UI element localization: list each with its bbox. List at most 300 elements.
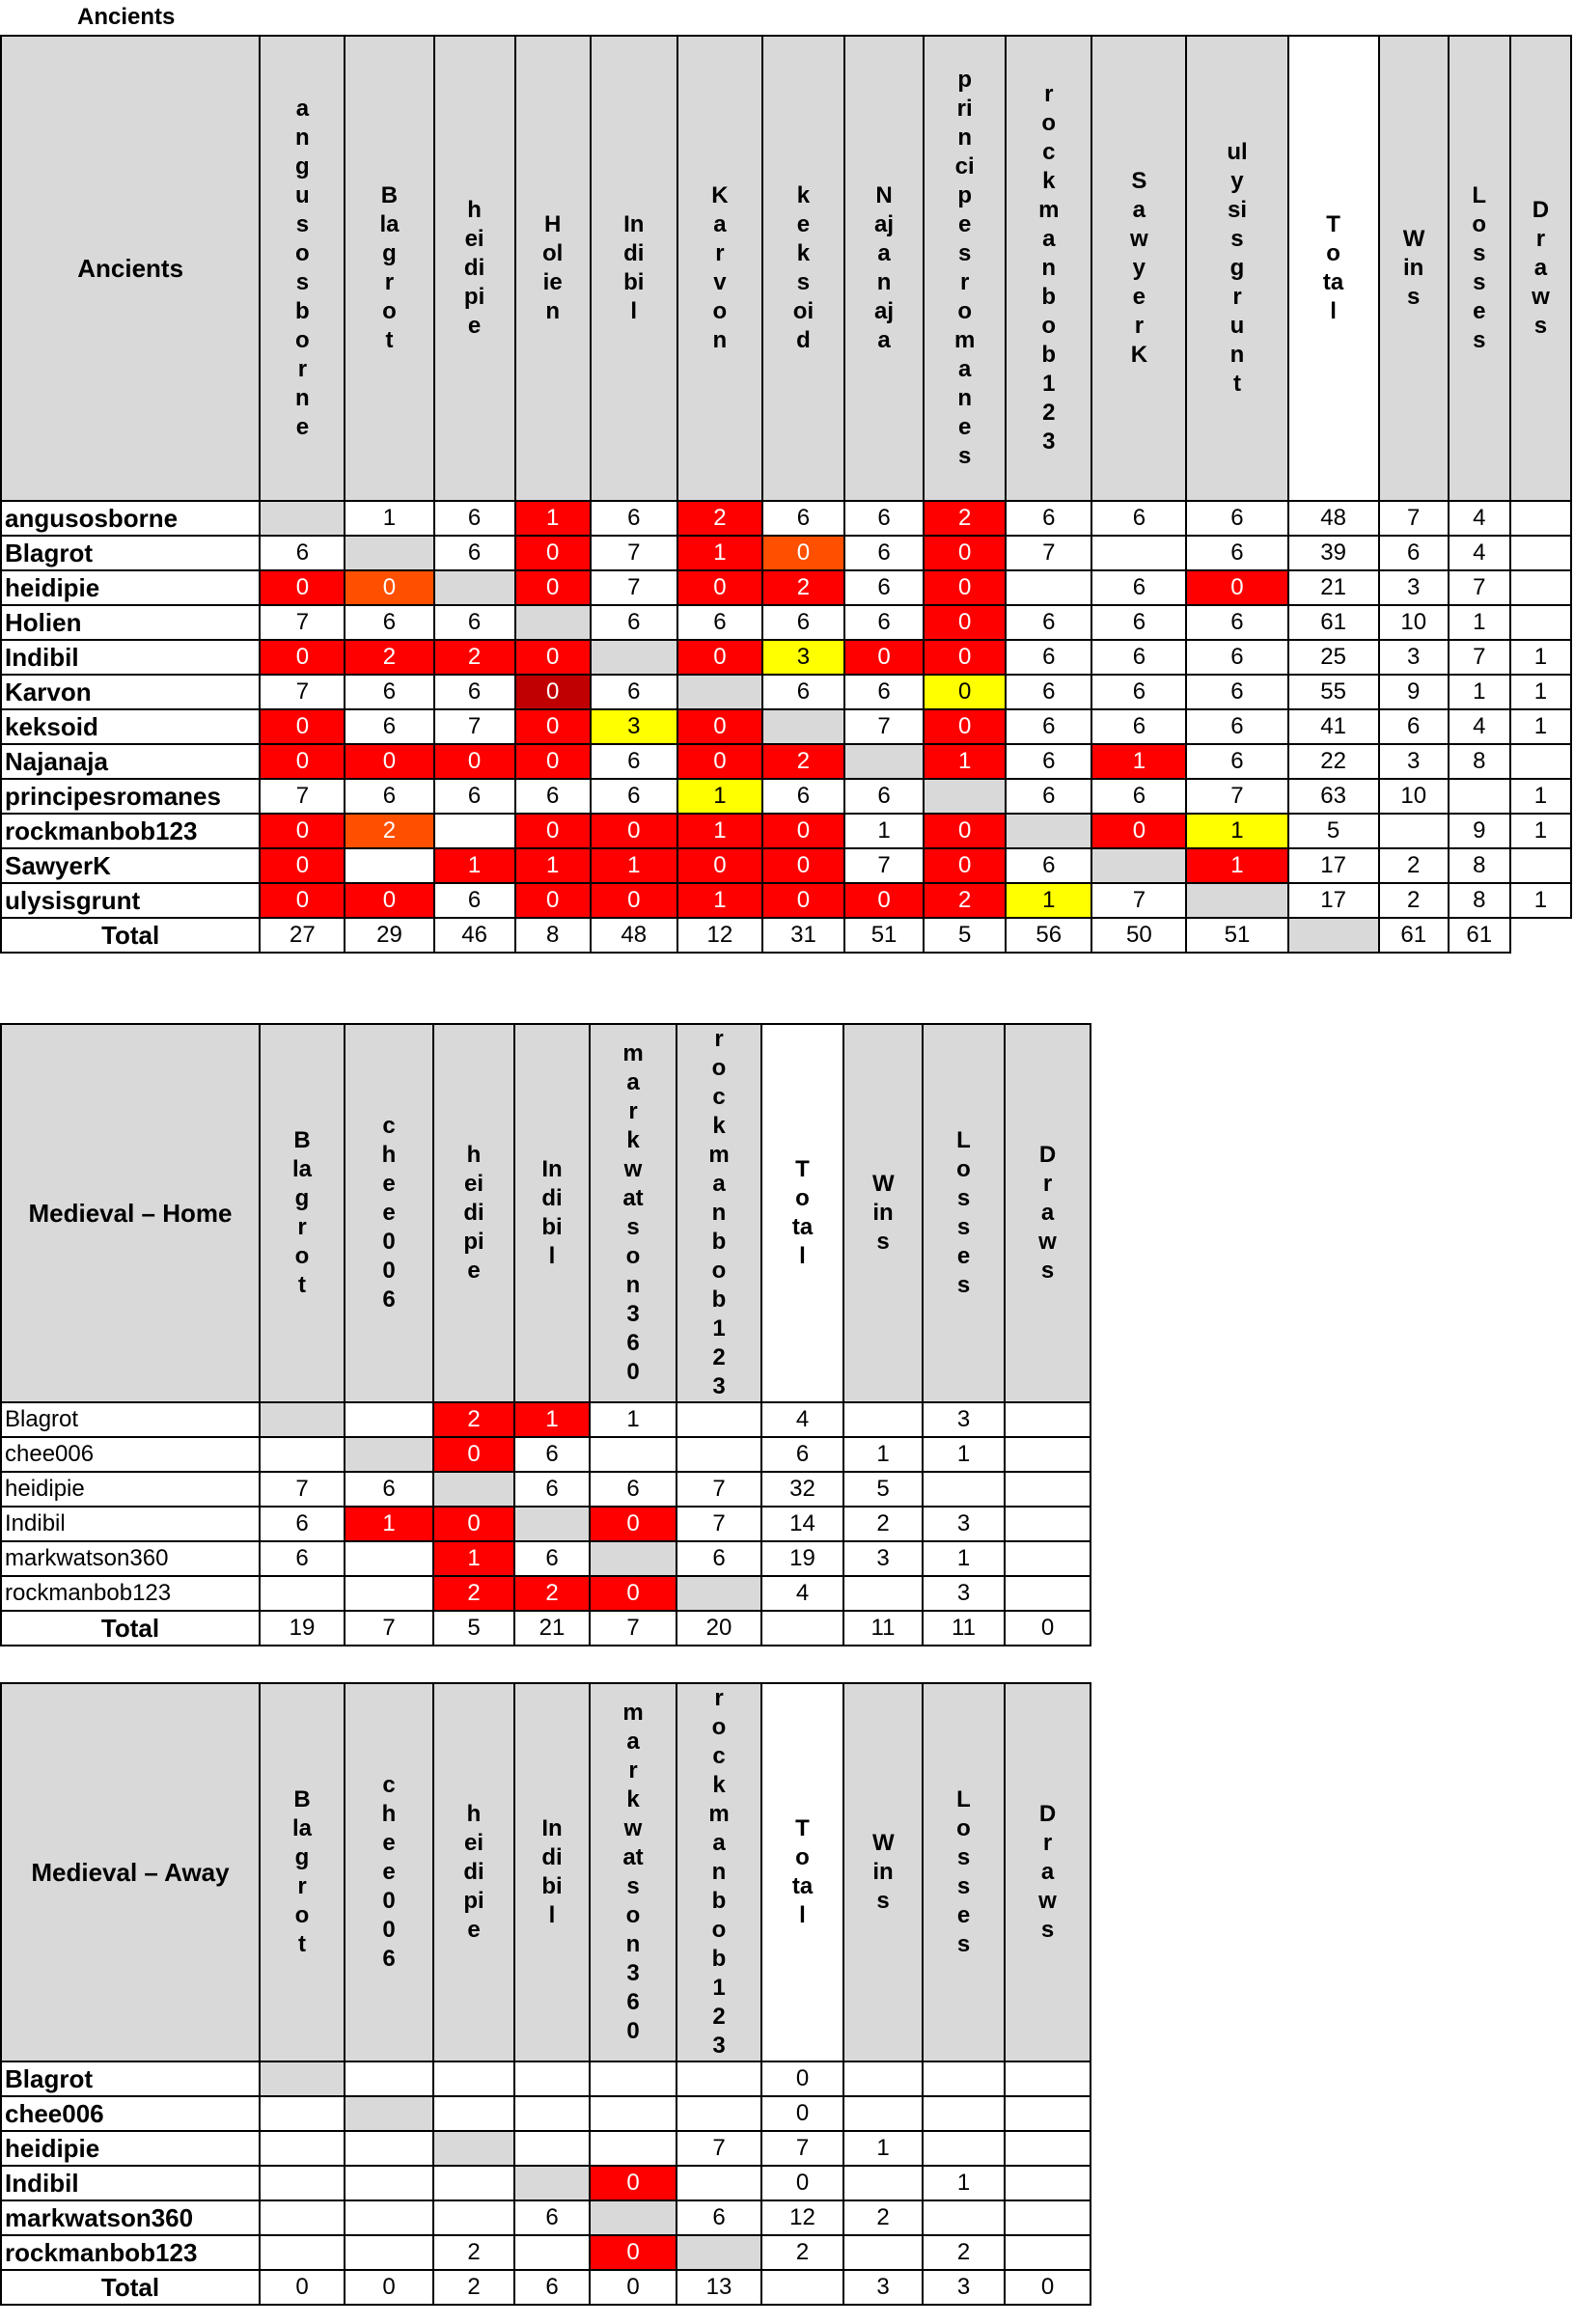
score-cell: 6 <box>260 1507 345 1541</box>
score-cell <box>1005 2096 1091 2131</box>
total-cell: 11 <box>923 1611 1005 1646</box>
score-cell <box>1510 744 1571 779</box>
score-cell: 0 <box>1091 814 1186 848</box>
score-cell: 7 <box>434 709 515 744</box>
score-cell: 61 <box>1288 605 1379 640</box>
score-cell: 6 <box>677 2200 761 2235</box>
score-cell <box>1379 814 1449 848</box>
row-label: Najanaja <box>1 744 260 779</box>
column-header-draws <box>1510 36 1571 501</box>
score-cell: 7 <box>1449 640 1510 675</box>
score-cell: 5 <box>843 1472 923 1507</box>
total-cell: 5 <box>433 1611 514 1646</box>
score-cell: 1 <box>677 779 762 814</box>
column-header-label: Blagrot <box>291 1786 312 1957</box>
score-cell: 0 <box>762 536 844 570</box>
row-label: Indibil <box>1 640 260 675</box>
column-header-wins <box>1379 36 1449 501</box>
column-header-heidipie <box>434 36 515 501</box>
column-header-label: rockmanbob123 <box>1038 81 1060 455</box>
total-label: Total <box>1 918 260 953</box>
score-cell: 0 <box>515 883 591 918</box>
score-cell <box>1005 1437 1091 1472</box>
score-cell: 8 <box>1449 848 1510 883</box>
score-cell: 7 <box>260 605 345 640</box>
score-cell: 0 <box>515 675 591 709</box>
table-row <box>1 848 1571 883</box>
row-label: chee006 <box>1 1437 260 1472</box>
score-cell: 39 <box>1288 536 1379 570</box>
table-row <box>1 814 1571 848</box>
score-cell: 0 <box>260 744 345 779</box>
header-row <box>1 1024 1091 1402</box>
score-cell: 1 <box>1510 640 1571 675</box>
score-cell: 0 <box>924 709 1006 744</box>
score-cell: 0 <box>590 2235 677 2270</box>
column-header-holien <box>515 36 591 501</box>
score-cell <box>433 2166 514 2200</box>
table-row <box>1 2061 1091 2096</box>
score-cell: 6 <box>1186 709 1287 744</box>
score-cell: 0 <box>515 640 591 675</box>
column-header-blagrot <box>345 36 433 501</box>
score-cell: 3 <box>591 709 677 744</box>
score-cell: 3 <box>923 1576 1005 1611</box>
score-cell: 7 <box>844 709 924 744</box>
score-cell: 7 <box>591 570 677 605</box>
column-header-label: markwatson360 <box>622 1700 644 2044</box>
score-cell: 2 <box>514 1576 590 1611</box>
score-cell: 6 <box>345 605 433 640</box>
table-row <box>1 1507 1091 1541</box>
score-cell: 2 <box>677 501 762 536</box>
score-cell: 1 <box>345 1507 433 1541</box>
score-cell <box>434 570 515 605</box>
score-cell: 1 <box>1510 779 1571 814</box>
table-row <box>1 570 1571 605</box>
total-cell: 13 <box>677 2270 761 2305</box>
column-header-label: Total <box>791 1815 814 1928</box>
score-cell: 1 <box>844 814 924 848</box>
score-cell: 4 <box>1449 501 1510 536</box>
score-cell: 4 <box>761 1576 843 1611</box>
total-cell: 46 <box>434 918 515 953</box>
score-cell: 6 <box>761 1437 843 1472</box>
score-cell: 2 <box>345 640 433 675</box>
score-cell: 10 <box>1379 605 1449 640</box>
score-cell <box>1510 536 1571 570</box>
score-cell: 1 <box>1510 814 1571 848</box>
score-cell: 1 <box>433 1541 514 1576</box>
score-cell: 1 <box>843 2131 923 2166</box>
score-cell: 3 <box>923 1507 1005 1541</box>
score-cell: 6 <box>345 675 433 709</box>
column-header-heidipie <box>433 1024 514 1402</box>
score-cell: 0 <box>433 1507 514 1541</box>
score-cell: 6 <box>762 501 844 536</box>
score-cell: 6 <box>591 501 677 536</box>
score-cell <box>1091 536 1186 570</box>
score-cell <box>843 2166 923 2200</box>
score-cell: 2 <box>762 570 844 605</box>
total-cell: 50 <box>1091 918 1186 953</box>
score-cell: 17 <box>1288 848 1379 883</box>
medieval-home-table <box>0 1023 1091 1646</box>
score-cell: 0 <box>924 814 1006 848</box>
score-cell: 14 <box>761 1507 843 1541</box>
score-cell <box>843 2061 923 2096</box>
total-cell: 0 <box>345 2270 433 2305</box>
score-cell <box>923 2200 1005 2235</box>
column-header-wins <box>843 1683 923 2061</box>
score-cell: 0 <box>434 744 515 779</box>
score-cell: 0 <box>677 709 762 744</box>
score-cell <box>345 2061 433 2096</box>
score-cell: 2 <box>433 1576 514 1611</box>
total-label: Total <box>1 2270 260 2305</box>
row-label: Blagrot <box>1 2061 260 2096</box>
score-cell: 8 <box>1449 744 1510 779</box>
score-cell: 2 <box>924 883 1006 918</box>
row-label: Indibil <box>1 1507 260 1541</box>
score-cell: 6 <box>844 605 924 640</box>
score-cell <box>1005 2166 1091 2200</box>
total-cell: 0 <box>1005 2270 1091 2305</box>
header-row <box>1 36 1571 501</box>
score-cell <box>1510 605 1571 640</box>
score-cell: 0 <box>762 883 844 918</box>
score-cell <box>260 2131 345 2166</box>
score-cell <box>590 2200 677 2235</box>
score-cell: 0 <box>591 883 677 918</box>
score-cell: 2 <box>1379 848 1449 883</box>
total-cell: 48 <box>591 918 677 953</box>
score-cell <box>433 2200 514 2235</box>
column-header-label: Karvon <box>711 182 729 353</box>
score-cell: 7 <box>260 1472 345 1507</box>
ancients-table <box>0 35 1572 954</box>
table-row <box>1 1437 1091 1472</box>
score-cell <box>1005 1507 1091 1541</box>
score-cell <box>514 2166 590 2200</box>
column-header-label: Wins <box>872 1171 895 1255</box>
column-header-label: Holien <box>542 211 564 324</box>
score-cell: 0 <box>924 640 1006 675</box>
score-cell <box>345 1541 433 1576</box>
score-cell: 6 <box>1091 501 1186 536</box>
score-cell: 6 <box>1186 501 1287 536</box>
score-cell: 6 <box>515 779 591 814</box>
score-cell <box>260 1402 345 1437</box>
table-row <box>1 640 1571 675</box>
score-cell: 0 <box>515 709 591 744</box>
score-cell: 1 <box>1510 883 1571 918</box>
score-cell <box>260 2096 345 2131</box>
score-cell: 7 <box>591 536 677 570</box>
total-cell: 11 <box>843 1611 923 1646</box>
row-label: rockmanbob123 <box>1 814 260 848</box>
total-cell: 12 <box>677 918 762 953</box>
score-cell: 1 <box>1006 883 1091 918</box>
score-cell: 6 <box>1186 640 1287 675</box>
score-cell: 3 <box>923 1402 1005 1437</box>
table-corner-title: Medieval – Home <box>1 1024 260 1402</box>
score-cell <box>514 2131 590 2166</box>
score-cell <box>924 779 1006 814</box>
score-cell: 1 <box>677 883 762 918</box>
score-cell: 0 <box>677 640 762 675</box>
table-corner-title: Ancients <box>1 36 260 501</box>
score-cell: 0 <box>590 1576 677 1611</box>
total-cell: 61 <box>1449 918 1510 953</box>
total-cell: 19 <box>260 1611 345 1646</box>
score-cell: 2 <box>434 640 515 675</box>
score-cell: 19 <box>761 1541 843 1576</box>
score-cell <box>514 2235 590 2270</box>
score-cell <box>1510 848 1571 883</box>
score-cell: 2 <box>433 2235 514 2270</box>
score-cell: 0 <box>924 570 1006 605</box>
score-cell: 6 <box>1186 744 1287 779</box>
score-cell <box>345 848 433 883</box>
score-cell: 0 <box>260 883 345 918</box>
total-cell <box>761 2270 843 2305</box>
score-cell: 0 <box>1186 570 1287 605</box>
total-cell: 21 <box>514 1611 590 1646</box>
row-label: Blagrot <box>1 1402 260 1437</box>
score-cell: 1 <box>590 1402 677 1437</box>
column-header-angusosborne <box>260 36 345 501</box>
score-cell: 6 <box>1379 709 1449 744</box>
score-cell: 1 <box>924 744 1006 779</box>
score-cell: 1 <box>515 501 591 536</box>
score-cell <box>677 2061 761 2096</box>
score-cell <box>677 1402 761 1437</box>
score-cell <box>345 2166 433 2200</box>
table-row <box>1 605 1571 640</box>
score-cell <box>260 2200 345 2235</box>
score-cell <box>843 2096 923 2131</box>
column-header-indibil <box>591 36 677 501</box>
score-cell: 6 <box>345 709 433 744</box>
column-header-label: Losses <box>956 1127 971 1298</box>
score-cell: 6 <box>1379 536 1449 570</box>
score-cell: 1 <box>434 848 515 883</box>
column-header-chee006 <box>345 1683 433 2061</box>
score-cell <box>677 675 762 709</box>
score-cell <box>260 1437 345 1472</box>
score-cell: 17 <box>1288 883 1379 918</box>
score-cell: 7 <box>1186 779 1287 814</box>
row-label: heidipie <box>1 2131 260 2166</box>
score-cell: 0 <box>345 570 433 605</box>
row-label: ulysisgrunt <box>1 883 260 918</box>
score-cell: 6 <box>260 1541 345 1576</box>
score-cell: 1 <box>1449 605 1510 640</box>
score-cell <box>1005 2061 1091 2096</box>
total-cell: 3 <box>843 2270 923 2305</box>
score-cell <box>590 2131 677 2166</box>
score-cell: 7 <box>844 848 924 883</box>
score-cell <box>345 1437 433 1472</box>
score-cell: 7 <box>1006 536 1091 570</box>
column-header-label: Total <box>1322 211 1344 324</box>
column-header-label: Draws <box>1038 1142 1057 1284</box>
score-cell: 10 <box>1379 779 1449 814</box>
row-label: Indibil <box>1 2166 260 2200</box>
score-cell <box>345 2131 433 2166</box>
score-cell: 0 <box>515 536 591 570</box>
score-cell <box>591 640 677 675</box>
row-label: heidipie <box>1 1472 260 1507</box>
total-cell: 3 <box>923 2270 1005 2305</box>
score-cell: 0 <box>515 814 591 848</box>
score-cell: 7 <box>1379 501 1449 536</box>
header-row <box>1 1683 1091 2061</box>
total-cell: 7 <box>590 1611 677 1646</box>
score-cell <box>1005 1402 1091 1437</box>
score-cell: 1 <box>923 1541 1005 1576</box>
table-row <box>1 1576 1091 1611</box>
score-cell: 6 <box>345 1472 433 1507</box>
score-cell: 0 <box>762 814 844 848</box>
total-cell: 7 <box>345 1611 433 1646</box>
score-cell: 1 <box>591 848 677 883</box>
score-cell: 7 <box>260 675 345 709</box>
score-cell: 6 <box>590 1472 677 1507</box>
score-cell <box>260 501 345 536</box>
total-cell: 51 <box>844 918 924 953</box>
score-cell <box>260 2166 345 2200</box>
score-cell: 6 <box>591 744 677 779</box>
score-cell: 12 <box>761 2200 843 2235</box>
table-row <box>1 2131 1091 2166</box>
score-cell: 6 <box>434 675 515 709</box>
column-header-label: Blagrot <box>379 182 400 353</box>
column-header-indibil <box>514 1683 590 2061</box>
score-cell <box>1006 814 1091 848</box>
score-cell <box>843 2235 923 2270</box>
score-cell: 4 <box>1449 709 1510 744</box>
column-header-label: angusosborne <box>295 96 310 440</box>
score-cell: 6 <box>1006 744 1091 779</box>
score-cell <box>1091 848 1186 883</box>
column-header-wins <box>843 1024 923 1402</box>
column-header-draws <box>1005 1024 1091 1402</box>
score-cell <box>345 1402 433 1437</box>
score-cell <box>1006 570 1091 605</box>
table-row <box>1 2200 1091 2235</box>
score-cell: 6 <box>1091 675 1186 709</box>
score-cell: 8 <box>1449 883 1510 918</box>
score-cell: 6 <box>844 570 924 605</box>
score-cell: 41 <box>1288 709 1379 744</box>
score-cell: 0 <box>433 1437 514 1472</box>
column-header-label: Wins <box>1402 226 1425 310</box>
column-header-label: Indibil <box>541 1156 563 1269</box>
score-cell <box>1510 570 1571 605</box>
score-cell: 6 <box>434 536 515 570</box>
score-cell: 25 <box>1288 640 1379 675</box>
column-header-label: chee006 <box>381 1113 397 1313</box>
score-cell: 22 <box>1288 744 1379 779</box>
score-cell: 48 <box>1288 501 1379 536</box>
score-cell <box>433 2061 514 2096</box>
score-cell: 55 <box>1288 675 1379 709</box>
score-cell: 9 <box>1379 675 1449 709</box>
score-cell <box>677 2096 761 2131</box>
row-label: markwatson360 <box>1 2200 260 2235</box>
score-cell: 1 <box>843 1437 923 1472</box>
score-cell: 1 <box>1186 848 1287 883</box>
score-cell <box>514 2096 590 2131</box>
score-cell: 0 <box>260 570 345 605</box>
score-cell: 7 <box>761 2131 843 2166</box>
score-cell: 7 <box>1449 570 1510 605</box>
column-header-rockmanbob123 <box>677 1024 761 1402</box>
score-cell: 2 <box>924 501 1006 536</box>
score-cell <box>1005 2131 1091 2166</box>
score-cell: 6 <box>1006 501 1091 536</box>
column-header-label: principesromanes <box>953 67 976 469</box>
score-cell <box>677 1437 761 1472</box>
total-cell: 5 <box>924 918 1006 953</box>
score-cell <box>433 2131 514 2166</box>
score-cell: 6 <box>1186 675 1287 709</box>
score-cell: 2 <box>843 1507 923 1541</box>
score-cell <box>1186 883 1287 918</box>
total-cell: 0 <box>1005 1611 1091 1646</box>
score-cell: 0 <box>761 2166 843 2200</box>
score-cell: 0 <box>844 883 924 918</box>
score-cell: 2 <box>843 2200 923 2235</box>
table-row <box>1 2235 1091 2270</box>
score-cell <box>345 536 433 570</box>
score-cell: 0 <box>260 814 345 848</box>
score-cell: 0 <box>677 570 762 605</box>
column-header-markwatson360 <box>590 1024 677 1402</box>
column-header-label: ulysisgrunt <box>1227 139 1248 397</box>
total-cell: 61 <box>1379 918 1449 953</box>
score-cell: 0 <box>260 848 345 883</box>
column-header-label: Indibil <box>623 211 645 324</box>
column-header-label: chee006 <box>381 1772 397 1972</box>
score-cell: 5 <box>1288 814 1379 848</box>
score-cell: 2 <box>345 814 433 848</box>
score-cell <box>514 1507 590 1541</box>
score-cell: 0 <box>515 744 591 779</box>
row-label: SawyerK <box>1 848 260 883</box>
column-header-label: rockmanbob123 <box>708 1026 730 1399</box>
score-cell: 6 <box>434 605 515 640</box>
score-cell: 7 <box>677 1472 761 1507</box>
score-cell: 3 <box>1379 744 1449 779</box>
score-cell: 0 <box>762 848 844 883</box>
score-cell: 4 <box>761 1402 843 1437</box>
score-cell: 2 <box>433 1402 514 1437</box>
score-cell: 1 <box>515 848 591 883</box>
score-cell <box>514 2061 590 2096</box>
score-cell: 6 <box>434 501 515 536</box>
score-cell: 6 <box>1091 709 1186 744</box>
table-row <box>1 536 1571 570</box>
score-cell: 6 <box>1006 709 1091 744</box>
column-header-indibil <box>514 1024 590 1402</box>
score-cell <box>434 814 515 848</box>
row-label: heidipie <box>1 570 260 605</box>
score-cell: 0 <box>924 675 1006 709</box>
score-cell <box>590 2096 677 2131</box>
